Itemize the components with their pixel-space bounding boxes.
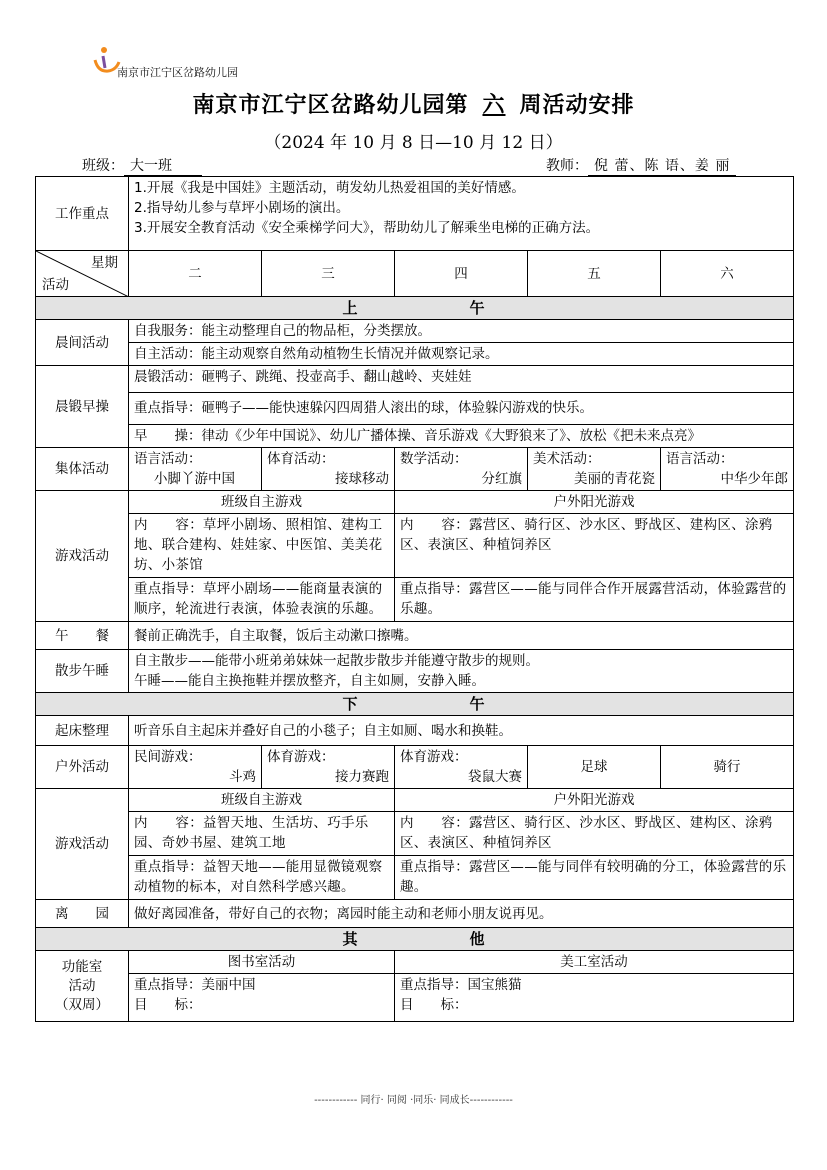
- library-activity-title: 图书室活动: [129, 951, 395, 974]
- morning-outdoor-games-title: 户外阳光游戏: [395, 491, 794, 514]
- outdoor-cell: [129, 746, 262, 789]
- outdoor-name: 骑行: [713, 759, 741, 775]
- outdoor-name: 袋鼠大赛: [468, 769, 522, 785]
- class-line: [82, 155, 202, 176]
- group-activity-name: 分红旗: [481, 471, 522, 487]
- section-afternoon: [36, 693, 794, 716]
- group-activity-type: 美术活动：: [533, 451, 601, 467]
- morning-class-games-focus: 重点指导：草坪小剧场——能商量表演的顺序，轮流进行表演，体验表演的乐趣。: [129, 578, 395, 622]
- afternoon-class-games-title: 班级自主游戏: [129, 789, 395, 812]
- group-activity-cell: [528, 448, 661, 491]
- wake-label: 起床整理: [36, 716, 129, 746]
- morning-outdoor-games-content: 内 容：露营区、骑行区、沙水区、野战区、建构区、涂鸦区、表演区、种植饲养区: [395, 514, 794, 578]
- teacher-names: 倪 蕾、陈 语、姜 丽: [588, 155, 736, 176]
- outdoor-type: 民间游戏：: [134, 749, 202, 765]
- title-suffix: 周活动安排: [519, 92, 635, 118]
- group-activity-cell: [661, 448, 794, 491]
- outdoor-cell: [661, 746, 794, 789]
- group-activity-type: 数学活动：: [400, 451, 468, 467]
- group-activity-name: 中华少年郎: [720, 471, 789, 487]
- page-title: [0, 88, 827, 119]
- day-wednesday: 三: [262, 251, 395, 297]
- group-activity-label: 集体活动: [36, 448, 129, 491]
- afternoon-class-games-content: 内 容：益智天地、生活坊、巧手乐园、奇妙书屋、建筑工地: [129, 812, 395, 856]
- outdoor-name: 接力赛跑: [335, 769, 389, 785]
- lunch-label: 午 餐: [36, 622, 129, 650]
- leave-label: 离 园: [36, 900, 129, 928]
- work-focus-label: 工作重点: [36, 177, 129, 251]
- afternoon-outdoor-games-title: 户外阳光游戏: [395, 789, 794, 812]
- class-label: 班级：: [82, 158, 124, 174]
- logo-text: 南京市江宁区岔路幼儿园: [117, 66, 238, 79]
- outdoor-name: 足球: [580, 759, 608, 775]
- day-friday: 五: [528, 251, 661, 297]
- teacher-label: 教师：: [546, 158, 588, 174]
- nap-label: 散步午睡: [36, 650, 129, 693]
- art-room-focus: 重点指导：国宝熊猫: [400, 977, 522, 993]
- outdoor-type: 体育游戏：: [400, 749, 468, 765]
- section-morning-b: 午: [469, 299, 487, 317]
- art-room-activity-title: 美工室活动: [395, 951, 794, 974]
- outdoor-name: 斗鸡: [229, 769, 256, 785]
- morning-activity-row: 自主活动：能主动观察自然角动植物生长情况并做观察记录。: [129, 343, 794, 366]
- leave-text: 做好离园准备，带好自己的衣物；离园时能主动和老师小朋友说再见。: [129, 900, 794, 928]
- section-other-b: 他: [469, 930, 487, 948]
- group-activity-name: 小脚丫游中国: [154, 471, 235, 487]
- group-activity-type: 语言活动：: [666, 451, 734, 467]
- nap-line: 午睡——能自主换拖鞋并摆放整齐，自主如厕，安静入睡。: [134, 673, 485, 689]
- corner-weekday-label: 星期: [91, 255, 118, 271]
- library-activity-content: [129, 974, 395, 1022]
- section-other: [36, 928, 794, 951]
- group-activity-type: 体育活动：: [267, 451, 335, 467]
- exercise-row: 晨锻活动：砸鸭子、跳绳、投壶高手、翻山越岭、夹娃娃: [129, 366, 794, 393]
- afternoon-outdoor-games-focus: 重点指导：露营区——能与同伴有较明确的分工，体验露营的乐趣。: [395, 856, 794, 900]
- afternoon-class-games-focus: 重点指导：益智天地——能用显微镜观察动植物的标本，对自然科学感兴趣。: [129, 856, 395, 900]
- section-other-a: 其: [342, 930, 360, 948]
- afternoon-outdoor-games-content: 内 容：露营区、骑行区、沙水区、野战区、建构区、涂鸦区、表演区、种植饲养区: [395, 812, 794, 856]
- exercise-row: 重点指导：砸鸭子——能快速躲闪四周猎人滚出的球，体验躲闪游戏的快乐。: [129, 393, 794, 425]
- section-afternoon-a: 下: [342, 695, 360, 713]
- work-focus-item: 2.指导幼儿参与草坪小剧场的演出。: [134, 200, 350, 216]
- group-activity-name: 美丽的青花瓷: [574, 471, 655, 487]
- art-room-activity-content: [395, 974, 794, 1022]
- morning-class-games-content: 内 容：草坪小剧场、照相馆、建构工地、联合建构、娃娃家、中医馆、美美花坊、小茶馆: [129, 514, 395, 578]
- function-room-label-line: 活动: [68, 977, 96, 994]
- work-focus-content: [129, 177, 794, 251]
- morning-outdoor-games-focus: 重点指导：露营区——能与同伴合作开展露营活动，体验露营的乐趣。: [395, 578, 794, 622]
- exercise-label: 晨锻早操: [36, 366, 129, 448]
- lunch-text: 餐前正确洗手，自主取餐，饭后主动漱口擦嘴。: [129, 622, 794, 650]
- outdoor-cell: [262, 746, 395, 789]
- section-morning: [36, 297, 794, 320]
- outdoor-cell: [395, 746, 528, 789]
- section-afternoon-b: 午: [469, 695, 487, 713]
- function-room-label-line: （双周）: [55, 996, 109, 1013]
- corner-activity-label: 活动: [42, 277, 69, 293]
- nap-content: [129, 650, 794, 693]
- function-room-label: [36, 951, 129, 1022]
- class-name: 大一班: [124, 155, 202, 176]
- outdoor-type: 体育游戏：: [267, 749, 335, 765]
- morning-games-label: 游戏活动: [36, 491, 129, 622]
- day-saturday: 六: [661, 251, 794, 297]
- outdoor-label: 户外活动: [36, 746, 129, 789]
- teacher-line: [546, 155, 736, 176]
- function-room-label-line: 功能室: [61, 958, 103, 975]
- afternoon-games-label: 游戏活动: [36, 789, 129, 900]
- group-activity-cell: [262, 448, 395, 491]
- outdoor-cell: [528, 746, 661, 789]
- schedule-table: [35, 176, 794, 1022]
- work-focus-item: 3.开展安全教育活动《安全乘梯学问大》，帮助幼儿了解乘坐电梯的正确方法。: [134, 220, 600, 236]
- morning-activity-label: 晨间活动: [36, 320, 129, 366]
- day-header-corner: [36, 251, 129, 297]
- exercise-row: 早 操：律动《少年中国说》、幼儿广播体操、音乐游戏《大野狼来了》、放松《把未来点亮》: [129, 425, 794, 448]
- footer-slogan: ------------ 同行· 同阅 ·同乐· 同成长------------: [314, 1095, 513, 1106]
- group-activity-name: 接球移动: [335, 471, 389, 487]
- library-goal-label: 目 标：: [134, 997, 202, 1013]
- section-morning-a: 上: [342, 299, 360, 317]
- group-activity-cell: [395, 448, 528, 491]
- morning-activity-row: 自我服务：能主动整理自己的物品柜，分类摆放。: [129, 320, 794, 343]
- week-number: 六: [482, 92, 506, 118]
- title-prefix: 南京市江宁区岔路幼儿园第: [192, 92, 469, 118]
- day-tuesday: 二: [129, 251, 262, 297]
- group-activity-type: 语言活动：: [134, 451, 202, 467]
- group-activity-cell: [129, 448, 262, 491]
- art-room-goal-label: 目 标：: [400, 997, 468, 1013]
- wake-text: 听音乐自主起床并叠好自己的小毯子；自主如厕、喝水和换鞋。: [129, 716, 794, 746]
- date-range: （2024 年 10 月 8 日—10 月 12 日）: [264, 133, 563, 153]
- day-thursday: 四: [395, 251, 528, 297]
- work-focus-item: 1.开展《我是中国娃》主题活动，萌发幼儿热爱祖国的美好情感。: [134, 180, 525, 196]
- morning-class-games-title: 班级自主游戏: [129, 491, 395, 514]
- nap-line: 自主散步——能带小班弟弟妹妹一起散步散步并能遵守散步的规则。: [134, 653, 539, 669]
- library-focus: 重点指导：美丽中国: [134, 977, 256, 993]
